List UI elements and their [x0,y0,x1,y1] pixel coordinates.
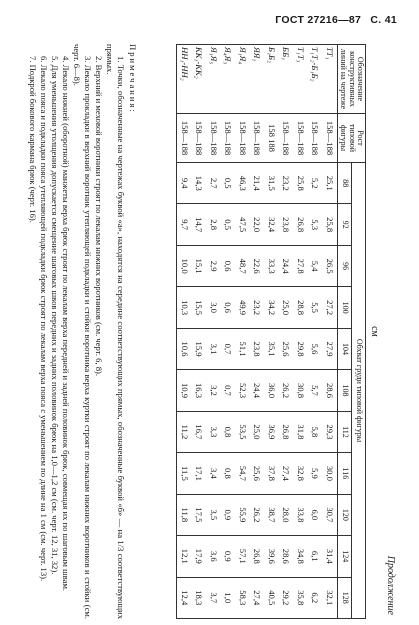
standard-number: ГОСТ 27216—87 [275,14,362,26]
table-cell: 28,6 [279,536,294,577]
table-cell: 5,8 [308,411,323,452]
row-mark: Я₁Я₄ [235,45,250,114]
page-number: С. 41 [370,14,397,26]
table-cell: 46,3 [235,163,250,204]
table-cell: 0,9 [221,494,236,535]
table-cell: 5,3 [308,204,323,245]
note-item: 6. Лекало пояса и подкладки пояса утепляющей подкладки брюк строят по лекалам верха пояса с уменьшением по длине на 1 см (см. черт. 13). [39,56,49,582]
table-cell: 27,4 [250,577,265,618]
table-cell: 53,5 [235,411,250,452]
row-mark: ЯЯ₁ [250,45,265,114]
table-cell: 29,8 [293,328,308,369]
table-cell: 25,8 [293,163,308,204]
table-cell: 25,0 [250,411,265,452]
table-cell: 1,0 [221,577,236,618]
table-cell: 22,0 [250,204,265,245]
table-cell: 24,4 [250,370,265,411]
table-cell: 14,7 [192,204,207,245]
table-cell: 39,6 [264,536,279,577]
row-mark: НН₁-НН₂ [177,45,192,114]
table-cell: 6,1 [308,536,323,577]
table-cell: 0,7 [221,328,236,369]
table-cell: 0,6 [221,287,236,328]
size-header: 120 [337,494,351,535]
note-item: 2. Верхний и меховой воротники строят по лекалам нижних воротников (см. черт. 6, 8). [94,56,104,377]
row-mark: Б₁Б₂ [264,45,279,114]
table-cell: 3,0 [206,287,221,328]
table-row [293,45,308,619]
table-cell: 5,4 [308,245,323,286]
table-cell: 11,5 [177,453,192,494]
table-cell: 30,7 [322,494,337,535]
table-cell: 26,5 [322,245,337,286]
table-cell: 18,3 [192,577,207,618]
table-cell: 11,2 [177,411,192,452]
row-mark: ББ₁ [279,45,294,114]
measurements-table [176,44,366,619]
table-cell: 25,0 [279,287,294,328]
row-height-range: 158—188 [206,114,221,163]
row-mark: КК₁-КК₂ [192,45,207,114]
table-cell: 6,0 [308,494,323,535]
table-cell: 10,6 [177,328,192,369]
table-cell: 30,0 [322,453,337,494]
table-cell: 36,9 [264,411,279,452]
note-item: 7. Подкрой бокового кармана брюк (черт. 16). [28,56,38,223]
table-cell: 29,2 [279,577,294,618]
table-cell: 27,2 [322,287,337,328]
table-cell: 32,1 [322,577,337,618]
table-cell: 28,0 [279,494,294,535]
table-cell: 17,1 [192,453,207,494]
note-item: 5. Для уменьшения утолщения допускается смещение шаговых швов передних и задних половинок брюк на 1,0—1,2 см (см. черт. 12, 31, 32). [50,56,60,575]
size-header: 112 [337,411,351,452]
table-cell: 28,6 [322,370,337,411]
table-row [177,45,192,619]
table-cell: 22,6 [250,245,265,286]
table-cell: 26,8 [279,411,294,452]
table-cell: 25,8 [322,204,337,245]
table-cell: 25,6 [250,453,265,494]
note-item: 4. Лекало нижней (оборотной) манжеты верха брюк строят по лекалам верха передней и задней половинок брюк, совмещая их по шаговым швам. [61,56,71,592]
table-cell: 36,0 [264,370,279,411]
table-cell: 37,8 [264,453,279,494]
table-cell: 26,2 [250,494,265,535]
note-item: 1. Точки, обозначенные на чертежах буквой «а», находятся на середине соответствующих прямых, обозначенные буквой «б» — на 1/3 соответствующих прямых. [105,44,126,619]
table-cell: 23,2 [279,163,294,204]
table-cell: 9,7 [177,204,192,245]
table-cell: 2,9 [206,245,221,286]
table-row [192,45,207,619]
table-cell: 10,3 [177,287,192,328]
table-cell: 26,8 [293,204,308,245]
table-cell: 3,4 [206,453,221,494]
row-height-range: 158 188 [264,114,279,163]
table-cell: 3,7 [206,577,221,618]
table-cell: 0,7 [221,370,236,411]
row-height-range: 158—188 [279,114,294,163]
table-cell: 23,8 [279,204,294,245]
table-cell: 5,5 [308,287,323,328]
table-row [279,45,294,619]
table-cell: 34,2 [264,287,279,328]
table-cell: 47,5 [235,204,250,245]
table-cell: 40,5 [264,577,279,618]
size-header: 96 [337,245,351,286]
table-cell: 5,2 [308,163,323,204]
table-cell: 15,9 [192,328,207,369]
row-height-range: 158—188 [221,114,236,163]
table-cell: 31,5 [264,163,279,204]
table-cell: 33,3 [264,245,279,286]
table-cell: 5,9 [308,453,323,494]
table-cell: 29,3 [322,411,337,452]
table-cell: 52,3 [235,370,250,411]
table-cell: 15,5 [192,287,207,328]
table-cell: 25,1 [322,163,337,204]
size-header: 116 [337,453,351,494]
row-mark: Т₁Т₂-Б₁Б₂ [308,45,323,114]
table-cell: 2,7 [206,163,221,204]
notes-title: Примечания: [128,44,138,114]
table-cell: 15,1 [192,245,207,286]
row-height-range: 158—188 [293,114,308,163]
size-header: 100 [337,287,351,328]
table-cell: 23,8 [250,328,265,369]
table-cell: 0,5 [221,204,236,245]
table-cell: 48,7 [235,245,250,286]
table-row [235,45,250,619]
table-cell: 3,1 [206,328,221,369]
col-header-group: Обхват груди типовой фигуры [351,163,365,619]
row-mark: Я₄Я₃ [221,45,236,114]
table-cell: 2,8 [206,204,221,245]
row-height-range: 158—188 [177,114,192,163]
page-header [269,14,397,26]
table-cell: 34,8 [293,536,308,577]
table-cell: 26,2 [279,370,294,411]
table-cell: 49,9 [235,287,250,328]
table-cell: 51,1 [235,328,250,369]
table-cell: 28,8 [293,287,308,328]
row-height-range: 158—188 [322,114,337,163]
table-cell: 55,9 [235,494,250,535]
size-header: 92 [337,204,351,245]
table-cell: 32,4 [264,204,279,245]
table-cell: 14,3 [192,163,207,204]
table-cell: 24,4 [279,245,294,286]
table-cell: 5,6 [308,328,323,369]
table-cell: 0,5 [221,163,236,204]
table-cell: 17,5 [192,494,207,535]
table-cell: 54,7 [235,453,250,494]
table-cell: 12,1 [177,536,192,577]
size-header: 128 [337,577,351,618]
table-cell: 9,4 [177,163,192,204]
table-cell: 31,4 [322,536,337,577]
table-cell: 16,7 [192,411,207,452]
continuation-label: Продолжение [385,555,396,615]
table-row [264,45,279,619]
table-row [206,45,221,619]
table-cell: 17,9 [192,536,207,577]
table-cell: 6,2 [308,577,323,618]
row-mark: ТТ₁ [322,45,337,114]
col-header-height: Рост типовой фигуры [337,114,365,163]
table-cell: 26,8 [250,536,265,577]
row-height-range: 158—188 [308,114,323,163]
table-cell: 25,6 [279,328,294,369]
table-cell: 58,3 [235,577,250,618]
table-row [221,45,236,619]
table-cell: 31,8 [293,411,308,452]
notes [27,44,138,619]
table-cell: 3,2 [206,370,221,411]
row-height-range: 158—188 [235,114,250,163]
size-header: 124 [337,536,351,577]
table-cell: 0,9 [221,536,236,577]
table-cell: 35,8 [293,577,308,618]
table-cell: 27,4 [279,453,294,494]
size-header: 104 [337,328,351,369]
table-cell: 32,8 [293,453,308,494]
table-row [308,45,323,619]
table-cell: 0,6 [221,245,236,286]
table-cell: 10,9 [177,370,192,411]
table-row [250,45,265,619]
table-cell: 35,1 [264,328,279,369]
row-height-range: 158—188 [192,114,207,163]
table-cell: 3,5 [206,494,221,535]
table-cell: 33,8 [293,494,308,535]
table-cell: 27,9 [322,328,337,369]
unit-caption: см [369,326,380,337]
table-cell: 0,8 [221,411,236,452]
table-cell: 23,2 [250,287,265,328]
rotated-content [20,44,396,619]
table-cell: 27,8 [293,245,308,286]
row-height-range: 158—188 [250,114,265,163]
row-mark: Т₁Т₃ [293,45,308,114]
size-header: 108 [337,370,351,411]
table-cell: 10,0 [177,245,192,286]
table-cell: 38,7 [264,494,279,535]
table-cell: 0,8 [221,453,236,494]
table-row [322,45,337,619]
table-cell: 16,3 [192,370,207,411]
table-cell: 3,3 [206,411,221,452]
table-cell: 30,8 [293,370,308,411]
table-cell: 57,1 [235,536,250,577]
table-cell: 3,6 [206,536,221,577]
row-mark: Я₁Я₅ [206,45,221,114]
table-cell: 21,4 [250,163,265,204]
table-cell: 11,8 [177,494,192,535]
size-header: 88 [337,163,351,204]
col-header-mark: Обозначение конструктивных линий на чертеже [337,45,365,114]
table-cell: 5,7 [308,370,323,411]
note-item: 3. Лекало прокладки в верхний воротник утепляющей подкладки и стойки воротника верха куртки строят по лекалам нижних воротников и стойки (см. черт. 6—8). [72,44,93,619]
table-cell: 12,4 [177,577,192,618]
